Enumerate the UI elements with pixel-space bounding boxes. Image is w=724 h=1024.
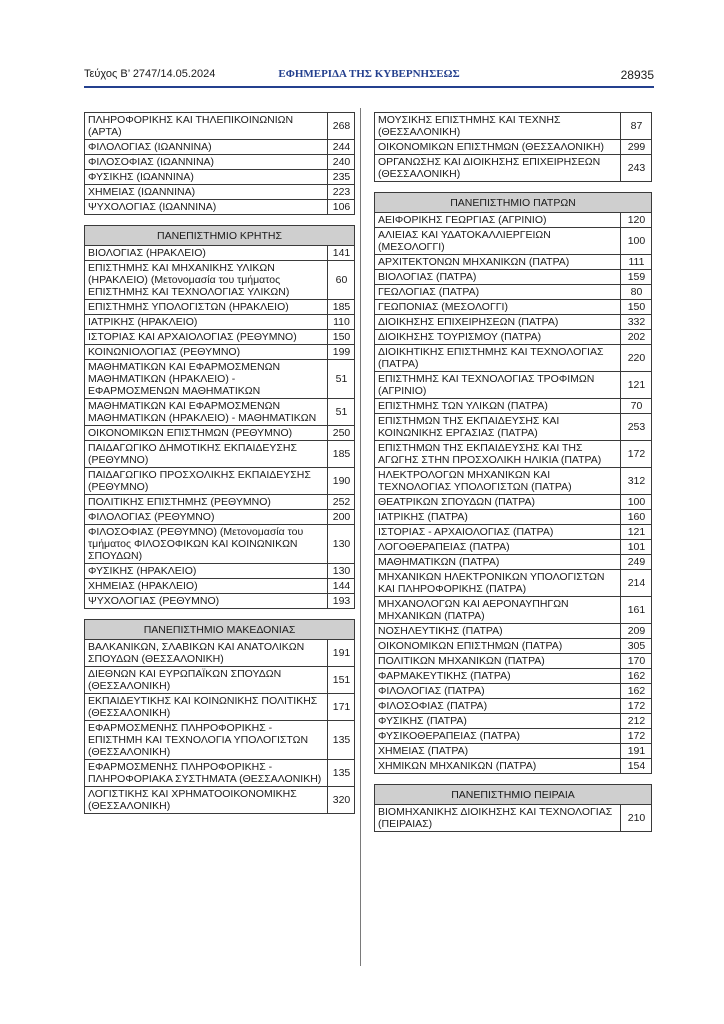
department-name: ΧΗΜΕΙΑΣ (ΙΩΑΝΝΙΝΑ) bbox=[85, 185, 328, 200]
table-row bbox=[85, 441, 355, 468]
university-title: ΠΑΝΕΠΙΣΤΗΜΙΟ ΠΕΙΡΑΙΑ bbox=[375, 785, 652, 805]
department-name: ΛΟΓΟΘΕΡΑΠΕΙΑΣ (ΠΑΤΡΑ) bbox=[375, 540, 621, 555]
department-name: ΚΟΙΝΩΝΙΟΛΟΓΙΑΣ (ΡΕΘΥΜΝΟ) bbox=[85, 345, 328, 360]
table-row bbox=[375, 414, 652, 441]
department-name: ΕΠΙΣΤΗΜΗΣ ΥΠΟΛΟΓΙΣΤΩΝ (ΗΡΑΚΛΕΙΟ) bbox=[85, 300, 328, 315]
table-row bbox=[85, 787, 355, 814]
department-name: ΕΠΙΣΤΗΜΗΣ ΤΩΝ ΥΛΙΚΩΝ (ΠΑΤΡΑ) bbox=[375, 399, 621, 414]
table-row bbox=[375, 468, 652, 495]
table-row bbox=[85, 200, 355, 215]
department-name: ΦΙΛΟΛΟΓΙΑΣ (ΙΩΑΝΝΙΝΑ) bbox=[85, 140, 328, 155]
table-row bbox=[375, 345, 652, 372]
page-number: 28935 bbox=[620, 68, 654, 82]
table-row bbox=[85, 468, 355, 495]
department-name: ΧΗΜΙΚΩΝ ΜΗΧΑΝΙΚΩΝ (ΠΑΤΡΑ) bbox=[375, 759, 621, 774]
department-name: ΙΑΤΡΙΚΗΣ (ΗΡΑΚΛΕΙΟ) bbox=[85, 315, 328, 330]
table-row bbox=[85, 426, 355, 441]
department-name: ΔΙΟΙΚΗΤΙΚΗΣ ΕΠΙΣΤΗΜΗΣ ΚΑΙ ΤΕΧΝΟΛΟΓΙΑΣ (ΠΑΤΡΑ) bbox=[375, 345, 621, 372]
issue-label: Τεύχος B’ 2747/14.05.2024 bbox=[84, 68, 216, 80]
admission-count: 250 bbox=[328, 426, 355, 441]
department-name: ΕΠΙΣΤΗΜΗΣ ΚΑΙ ΜΗΧΑΝΙΚΗΣ ΥΛΙΚΩΝ (ΗΡΑΚΛΕΙΟ) (Μετονομασία του τμήματος ΕΠΙΣΤΗΜΗΣ ΚΑΙ ΤΕΧΝΟΛΟΓΙΑΣ ΥΛΙΚΩΝ) bbox=[85, 261, 328, 300]
table-row bbox=[375, 113, 652, 140]
admission-count: 243 bbox=[621, 155, 652, 182]
department-name: ΜΗΧΑΝΙΚΩΝ ΗΛΕΚΤΡΟΝΙΚΩΝ ΥΠΟΛΟΓΙΣΤΩΝ ΚΑΙ ΠΛΗΡΟΦΟΡΙΚΗΣ (ΠΑΤΡΑ) bbox=[375, 570, 621, 597]
table-row bbox=[375, 213, 652, 228]
university-header-row bbox=[375, 193, 652, 213]
admission-count: 101 bbox=[620, 540, 651, 555]
admission-count: 51 bbox=[328, 399, 355, 426]
table-row bbox=[85, 495, 355, 510]
table-row bbox=[85, 185, 355, 200]
table-row bbox=[375, 759, 652, 774]
admission-count: 171 bbox=[328, 694, 355, 721]
table-row bbox=[375, 525, 652, 540]
department-name: ΑΕΙΦΟΡΙΚΗΣ ΓΕΩΡΓΙΑΣ (ΑΓΡΙΝΙΟ) bbox=[375, 213, 621, 228]
table-row bbox=[85, 510, 355, 525]
table-row bbox=[375, 441, 652, 468]
admission-count: 214 bbox=[620, 570, 651, 597]
department-name: ΔΙΟΙΚΗΣΗΣ ΕΠΙΧΕΙΡΗΣΕΩΝ (ΠΑΤΡΑ) bbox=[375, 315, 621, 330]
table-row bbox=[375, 805, 652, 832]
department-name: ΟΡΓΑΝΩΣΗΣ ΚΑΙ ΔΙΟΙΚΗΣΗΣ ΕΠΙΧΕΙΡΗΣΕΩΝ (ΘΕΣΣΑΛΟΝΙΚΗ) bbox=[375, 155, 621, 182]
university-header-row bbox=[85, 226, 355, 246]
admission-count: 150 bbox=[620, 300, 651, 315]
admission-count: 162 bbox=[620, 684, 651, 699]
table-row bbox=[85, 579, 355, 594]
table-row bbox=[85, 140, 355, 155]
department-name: ΦΙΛΟΛΟΓΙΑΣ (ΡΕΘΥΜΝΟ) bbox=[85, 510, 328, 525]
table-row bbox=[375, 399, 652, 414]
admission-count: 299 bbox=[621, 140, 652, 155]
admission-count: 70 bbox=[620, 399, 651, 414]
department-name: ΦΥΣΙΚΟΘΕΡΑΠΕΙΑΣ (ΠΑΤΡΑ) bbox=[375, 729, 621, 744]
table-row bbox=[375, 285, 652, 300]
department-name: ΕΠΙΣΤΗΜΩΝ ΤΗΣ ΕΚΠΑΙΔΕΥΣΗΣ ΚΑΙ ΤΗΣ ΑΓΩΓΗΣ ΣΤΗΝ ΠΡΟΣΧΟΛΙΚΗ ΗΛΙΚΙΑ (ΠΑΤΡΑ) bbox=[375, 441, 621, 468]
department-name: ΑΛΙΕΙΑΣ ΚΑΙ ΥΔΑΤΟΚΑΛΛΙΕΡΓΕΙΩΝ (ΜΕΣΟΛΟΓΓΙ) bbox=[375, 228, 621, 255]
admission-count: 100 bbox=[620, 495, 651, 510]
table-row bbox=[375, 555, 652, 570]
university-title: ΠΑΝΕΠΙΣΤΗΜΙΟ ΚΡΗΤΗΣ bbox=[85, 226, 355, 246]
table-row bbox=[375, 330, 652, 345]
table-row bbox=[375, 729, 652, 744]
admission-count: 185 bbox=[328, 441, 355, 468]
admission-count: 332 bbox=[620, 315, 651, 330]
admission-count: 172 bbox=[620, 699, 651, 714]
table-row bbox=[85, 594, 355, 609]
department-name: ΝΟΣΗΛΕΥΤΙΚΗΣ (ΠΑΤΡΑ) bbox=[375, 624, 621, 639]
admission-count: 141 bbox=[328, 246, 355, 261]
department-name: ΟΙΚΟΝΟΜΙΚΩΝ ΕΠΙΣΤΗΜΩΝ (ΘΕΣΣΑΛΟΝΙΚΗ) bbox=[375, 140, 621, 155]
table-row bbox=[375, 570, 652, 597]
admission-count: 223 bbox=[328, 185, 355, 200]
admission-count: 268 bbox=[328, 113, 355, 140]
table-row bbox=[375, 300, 652, 315]
table-row bbox=[375, 372, 652, 399]
table-university-piraeus bbox=[374, 784, 652, 832]
table-row bbox=[85, 640, 355, 667]
table-row bbox=[85, 246, 355, 261]
admission-count: 210 bbox=[621, 805, 652, 832]
admission-count: 135 bbox=[328, 721, 355, 760]
table-row bbox=[375, 540, 652, 555]
table-row bbox=[85, 721, 355, 760]
admission-count: 312 bbox=[620, 468, 651, 495]
table-row bbox=[85, 525, 355, 564]
department-name: ΧΗΜΕΙΑΣ (ΗΡΑΚΛΕΙΟ) bbox=[85, 579, 328, 594]
admission-count: 320 bbox=[328, 787, 355, 814]
admission-count: 202 bbox=[620, 330, 651, 345]
department-name: ΗΛΕΚΤΡΟΛΟΓΩΝ ΜΗΧΑΝΙΚΩΝ ΚΑΙ ΤΕΧΝΟΛΟΓΙΑΣ ΥΠΟΛΟΓΙΣΤΩΝ (ΠΑΤΡΑ) bbox=[375, 468, 621, 495]
table-row bbox=[85, 300, 355, 315]
department-name: ΨΥΧΟΛΟΓΙΑΣ (ΙΩΑΝΝΙΝΑ) bbox=[85, 200, 328, 215]
department-name: ΠΟΛΙΤΙΚΩΝ ΜΗΧΑΝΙΚΩΝ (ΠΑΤΡΑ) bbox=[375, 654, 621, 669]
table-row bbox=[375, 684, 652, 699]
admission-count: 161 bbox=[620, 597, 651, 624]
department-name: ΑΡΧΙΤΕΚΤΟΝΩΝ ΜΗΧΑΝΙΚΩΝ (ΠΑΤΡΑ) bbox=[375, 255, 621, 270]
admission-count: 100 bbox=[620, 228, 651, 255]
department-name: ΔΙΕΘΝΩΝ ΚΑΙ ΕΥΡΩΠΑΪΚΩΝ ΣΠΟΥΔΩΝ (ΘΕΣΣΑΛΟΝΙΚΗ) bbox=[85, 667, 328, 694]
admission-count: 160 bbox=[620, 510, 651, 525]
admission-count: 172 bbox=[620, 441, 651, 468]
admission-count: 135 bbox=[328, 760, 355, 787]
department-name: ΠΟΛΙΤΙΚΗΣ ΕΠΙΣΤΗΜΗΣ (ΡΕΘΥΜΝΟ) bbox=[85, 495, 328, 510]
table-university-crete bbox=[84, 225, 355, 609]
admission-count: 185 bbox=[328, 300, 355, 315]
table-row bbox=[85, 667, 355, 694]
admission-count: 150 bbox=[328, 330, 355, 345]
table-row bbox=[375, 510, 652, 525]
department-name: ΦΥΣΙΚΗΣ (ΙΩΑΝΝΙΝΑ) bbox=[85, 170, 328, 185]
department-name: ΠΛΗΡΟΦΟΡΙΚΗΣ ΚΑΙ ΤΗΛΕΠΙΚΟΙΝΩΝΙΩΝ (ΑΡΤΑ) bbox=[85, 113, 328, 140]
admission-count: 121 bbox=[620, 525, 651, 540]
department-name: ΛΟΓΙΣΤΙΚΗΣ ΚΑΙ ΧΡΗΜΑΤΟΟΙΚΟΝΟΜΙΚΗΣ (ΘΕΣΣΑΛΟΝΙΚΗ) bbox=[85, 787, 328, 814]
admission-count: 200 bbox=[328, 510, 355, 525]
department-name: ΦΙΛΟΣΟΦΙΑΣ (ΙΩΑΝΝΙΝΑ) bbox=[85, 155, 328, 170]
department-name: ΔΙΟΙΚΗΣΗΣ ΤΟΥΡΙΣΜΟΥ (ΠΑΤΡΑ) bbox=[375, 330, 621, 345]
table-row bbox=[85, 330, 355, 345]
department-name: ΟΙΚΟΝΟΜΙΚΩΝ ΕΠΙΣΤΗΜΩΝ (ΡΕΘΥΜΝΟ) bbox=[85, 426, 328, 441]
admission-count: 151 bbox=[328, 667, 355, 694]
department-name: ΒΙΟΛΟΓΙΑΣ (ΗΡΑΚΛΕΙΟ) bbox=[85, 246, 328, 261]
admission-count: 87 bbox=[621, 113, 652, 140]
admission-count: 253 bbox=[620, 414, 651, 441]
department-name: ΕΦΑΡΜΟΣΜΕΝΗΣ ΠΛΗΡΟΦΟΡΙΚΗΣ - ΕΠΙΣΤΗΜΗ ΚΑΙ ΤΕΧΝΟΛΟΓΙΑ ΥΠΟΛΟΓΙΣΤΩΝ (ΘΕΣΣΑΛΟΝΙΚΗ) bbox=[85, 721, 328, 760]
admission-count: 120 bbox=[620, 213, 651, 228]
table-row bbox=[85, 564, 355, 579]
department-name: ΘΕΑΤΡΙΚΩΝ ΣΠΟΥΔΩΝ (ΠΑΤΡΑ) bbox=[375, 495, 621, 510]
header-rule bbox=[84, 86, 654, 88]
admission-count: 193 bbox=[328, 594, 355, 609]
table-row bbox=[375, 699, 652, 714]
table-row bbox=[375, 155, 652, 182]
table-row bbox=[85, 360, 355, 399]
table-row bbox=[375, 669, 652, 684]
admission-count: 130 bbox=[328, 525, 355, 564]
table-row bbox=[375, 255, 652, 270]
table-row bbox=[85, 399, 355, 426]
department-name: ΟΙΚΟΝΟΜΙΚΩΝ ΕΠΙΣΤΗΜΩΝ (ΠΑΤΡΑ) bbox=[375, 639, 621, 654]
admission-count: 162 bbox=[620, 669, 651, 684]
page-header bbox=[84, 68, 654, 84]
department-name: ΓΕΩΠΟΝΙΑΣ (ΜΕΣΟΛΟΓΓΙ) bbox=[375, 300, 621, 315]
admission-count: 154 bbox=[620, 759, 651, 774]
department-name: ΒΙΟΜΗΧΑΝΙΚΗΣ ΔΙΟΙΚΗΣΗΣ ΚΑΙ ΤΕΧΝΟΛΟΓΙΑΣ (ΠΕΙΡΑΙΑΣ) bbox=[375, 805, 621, 832]
table-row bbox=[85, 170, 355, 185]
admission-count: 144 bbox=[328, 579, 355, 594]
table-macedonia-continued bbox=[374, 112, 652, 182]
admission-count: 170 bbox=[620, 654, 651, 669]
department-name: ΧΗΜΕΙΑΣ (ΠΑΤΡΑ) bbox=[375, 744, 621, 759]
admission-count: 305 bbox=[620, 639, 651, 654]
table-row bbox=[375, 270, 652, 285]
department-name: ΦΥΣΙΚΗΣ (ΠΑΤΡΑ) bbox=[375, 714, 621, 729]
university-header-row bbox=[85, 620, 355, 640]
table-university-macedonia bbox=[84, 619, 355, 814]
table-row bbox=[85, 155, 355, 170]
department-name: ΦΙΛΟΣΟΦΙΑΣ (ΠΑΤΡΑ) bbox=[375, 699, 621, 714]
table-row bbox=[375, 140, 652, 155]
table-row bbox=[85, 760, 355, 787]
department-name: ΦΙΛΟΣΟΦΙΑΣ (ΡΕΘΥΜΝΟ) (Μετονομασία του τμήματος ΦΙΛΟΣΟΦΙΚΩΝ ΚΑΙ ΚΟΙΝΩΝΙΚΩΝ ΣΠΟΥΔΩΝ) bbox=[85, 525, 328, 564]
admission-count: 110 bbox=[328, 315, 355, 330]
admission-count: 172 bbox=[620, 729, 651, 744]
admission-count: 235 bbox=[328, 170, 355, 185]
admission-count: 209 bbox=[620, 624, 651, 639]
table-row bbox=[375, 639, 652, 654]
table-row bbox=[375, 654, 652, 669]
table-row bbox=[375, 315, 652, 330]
university-header-row bbox=[375, 785, 652, 805]
admission-count: 249 bbox=[620, 555, 651, 570]
gazette-title: ΕΦΗΜΕΡΙΔΑ ΤΗΣ ΚΥΒΕΡΝΗΣΕΩΣ bbox=[278, 68, 460, 80]
admission-count: 190 bbox=[328, 468, 355, 495]
table-row bbox=[375, 714, 652, 729]
department-name: ΓΕΩΛΟΓΙΑΣ (ΠΑΤΡΑ) bbox=[375, 285, 621, 300]
department-name: ΜΑΘΗΜΑΤΙΚΩΝ (ΠΑΤΡΑ) bbox=[375, 555, 621, 570]
department-name: ΦΥΣΙΚΗΣ (ΗΡΑΚΛΕΙΟ) bbox=[85, 564, 328, 579]
department-name: ΕΦΑΡΜΟΣΜΕΝΗΣ ΠΛΗΡΟΦΟΡΙΚΗΣ - ΠΛΗΡΟΦΟΡΙΑΚΑ ΣΥΣΤΗΜΑΤΑ (ΘΕΣΣΑΛΟΝΙΚΗ) bbox=[85, 760, 328, 787]
admission-count: 121 bbox=[620, 372, 651, 399]
admission-count: 80 bbox=[620, 285, 651, 300]
department-name: ΙΑΤΡΙΚΗΣ (ΠΑΤΡΑ) bbox=[375, 510, 621, 525]
admission-count: 191 bbox=[620, 744, 651, 759]
university-title: ΠΑΝΕΠΙΣΤΗΜΙΟ ΜΑΚΕΔΟΝΙΑΣ bbox=[85, 620, 355, 640]
table-row bbox=[375, 744, 652, 759]
department-name: ΠΑΙΔΑΓΩΓΙΚΟ ΔΗΜΟΤΙΚΗΣ ΕΚΠΑΙΔΕΥΣΗΣ (ΡΕΘΥΜΝΟ) bbox=[85, 441, 328, 468]
department-name: ΜΑΘΗΜΑΤΙΚΩΝ ΚΑΙ ΕΦΑΡΜΟΣΜΕΝΩΝ ΜΑΘΗΜΑΤΙΚΩΝ (ΗΡΑΚΛΕΙΟ) - ΕΦΑΡΜΟΣΜΕΝΩΝ ΜΑΘΗΜΑΤΙΚΩΝ bbox=[85, 360, 328, 399]
department-name: ΕΠΙΣΤΗΜΗΣ ΚΑΙ ΤΕΧΝΟΛΟΓΙΑΣ ΤΡΟΦΙΜΩΝ (ΑΓΡΙΝΙΟ) bbox=[375, 372, 621, 399]
department-name: ΜΟΥΣΙΚΗΣ ΕΠΙΣΤΗΜΗΣ ΚΑΙ ΤΕΧΝΗΣ (ΘΕΣΣΑΛΟΝΙΚΗ) bbox=[375, 113, 621, 140]
column-separator bbox=[360, 108, 361, 966]
admission-count: 240 bbox=[328, 155, 355, 170]
admission-count: 252 bbox=[328, 495, 355, 510]
admission-count: 106 bbox=[328, 200, 355, 215]
department-name: ΜΗΧΑΝΟΛΟΓΩΝ ΚΑΙ ΑΕΡΟΝΑΥΠΗΓΩΝ ΜΗΧΑΝΙΚΩΝ (ΠΑΤΡΑ) bbox=[375, 597, 621, 624]
department-name: ΜΑΘΗΜΑΤΙΚΩΝ ΚΑΙ ΕΦΑΡΜΟΣΜΕΝΩΝ ΜΑΘΗΜΑΤΙΚΩΝ (ΗΡΑΚΛΕΙΟ) - ΜΑΘΗΜΑΤΙΚΩΝ bbox=[85, 399, 328, 426]
table-row bbox=[375, 597, 652, 624]
table-row bbox=[85, 261, 355, 300]
department-name: ΦΑΡΜΑΚΕΥΤΙΚΗΣ (ΠΑΤΡΑ) bbox=[375, 669, 621, 684]
table-row bbox=[85, 315, 355, 330]
table-row bbox=[85, 113, 355, 140]
department-name: ΕΚΠΑΙΔΕΥΤΙΚΗΣ ΚΑΙ ΚΟΙΝΩΝΙΚΗΣ ΠΟΛΙΤΙΚΗΣ (ΘΕΣΣΑΛΟΝΙΚΗ) bbox=[85, 694, 328, 721]
department-name: ΒΙΟΛΟΓΙΑΣ (ΠΑΤΡΑ) bbox=[375, 270, 621, 285]
table-university-patras bbox=[374, 192, 652, 774]
table-row bbox=[375, 228, 652, 255]
left-column bbox=[84, 112, 355, 814]
admission-count: 159 bbox=[620, 270, 651, 285]
department-name: ΒΑΛΚΑΝΙΚΩΝ, ΣΛΑΒΙΚΩΝ ΚΑΙ ΑΝΑΤΟΛΙΚΩΝ ΣΠΟΥΔΩΝ (ΘΕΣΣΑΛΟΝΙΚΗ) bbox=[85, 640, 328, 667]
department-name: ΠΑΙΔΑΓΩΓΙΚΟ ΠΡΟΣΧΟΛΙΚΗΣ ΕΚΠΑΙΔΕΥΣΗΣ (ΡΕΘΥΜΝΟ) bbox=[85, 468, 328, 495]
table-row bbox=[375, 624, 652, 639]
table-ioannina-continued bbox=[84, 112, 355, 215]
department-name: ΦΙΛΟΛΟΓΙΑΣ (ΠΑΤΡΑ) bbox=[375, 684, 621, 699]
admission-count: 111 bbox=[620, 255, 651, 270]
department-name: ΨΥΧΟΛΟΓΙΑΣ (ΡΕΘΥΜΝΟ) bbox=[85, 594, 328, 609]
department-name: ΙΣΤΟΡΙΑΣ - ΑΡΧΑΙΟΛΟΓΙΑΣ (ΠΑΤΡΑ) bbox=[375, 525, 621, 540]
table-row bbox=[85, 694, 355, 721]
department-name: ΙΣΤΟΡΙΑΣ ΚΑΙ ΑΡΧΑΙΟΛΟΓΙΑΣ (ΡΕΘΥΜΝΟ) bbox=[85, 330, 328, 345]
admission-count: 212 bbox=[620, 714, 651, 729]
admission-count: 60 bbox=[328, 261, 355, 300]
table-row bbox=[375, 495, 652, 510]
university-title: ΠΑΝΕΠΙΣΤΗΜΙΟ ΠΑΤΡΩΝ bbox=[375, 193, 652, 213]
admission-count: 199 bbox=[328, 345, 355, 360]
admission-count: 244 bbox=[328, 140, 355, 155]
admission-count: 220 bbox=[620, 345, 651, 372]
admission-count: 191 bbox=[328, 640, 355, 667]
department-name: ΕΠΙΣΤΗΜΩΝ ΤΗΣ ΕΚΠΑΙΔΕΥΣΗΣ ΚΑΙ ΚΟΙΝΩΝΙΚΗΣ ΕΡΓΑΣΙΑΣ (ΠΑΤΡΑ) bbox=[375, 414, 621, 441]
table-row bbox=[85, 345, 355, 360]
admission-count: 130 bbox=[328, 564, 355, 579]
admission-count: 51 bbox=[328, 360, 355, 399]
right-column bbox=[374, 112, 652, 832]
